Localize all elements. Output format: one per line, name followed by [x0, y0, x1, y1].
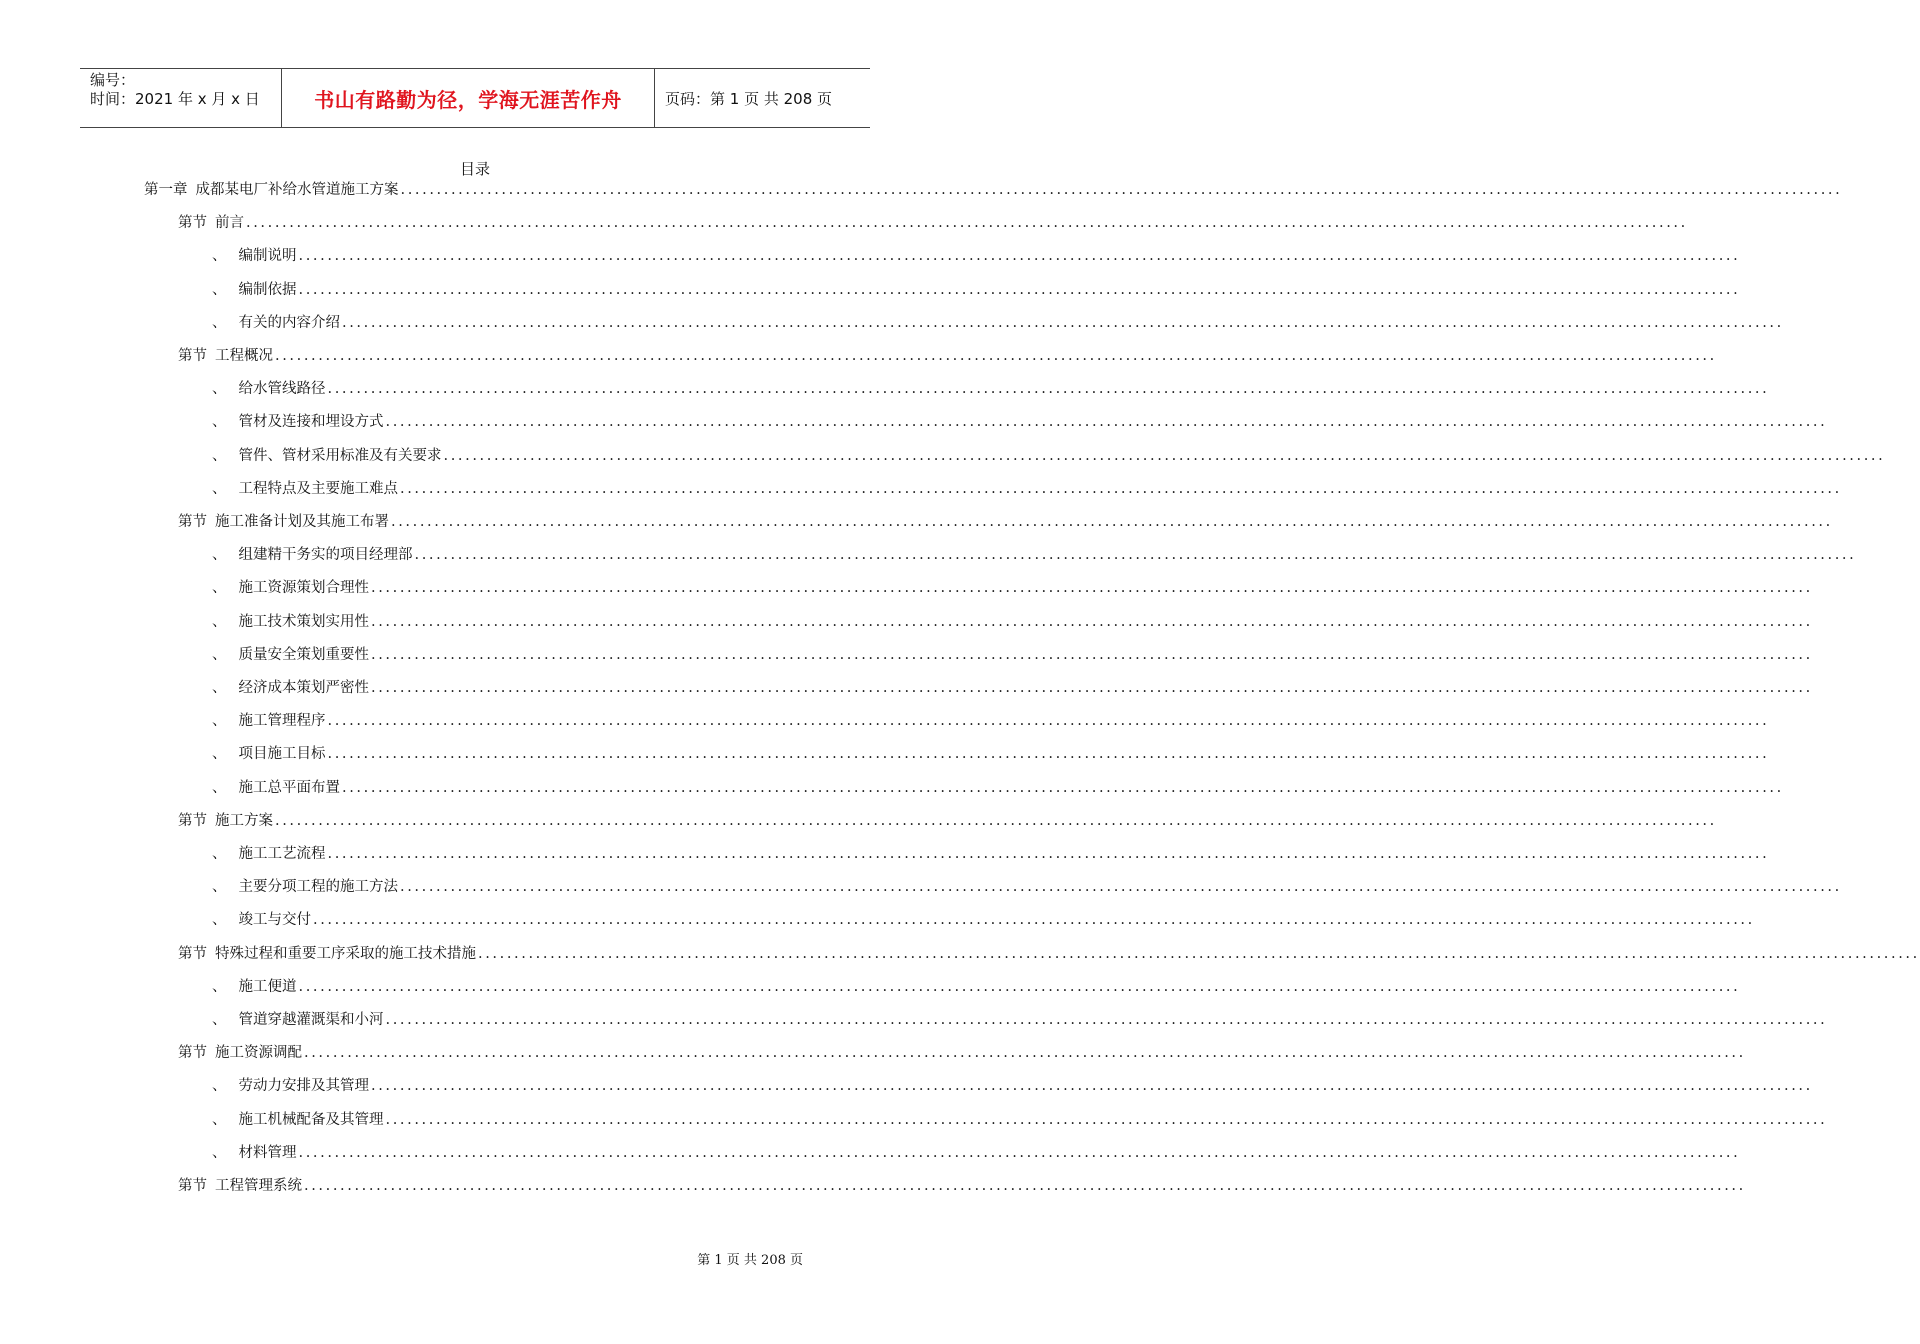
toc-entry-text: 有关的内容介绍 — [238, 314, 340, 331]
toc-entry[interactable] — [212, 975, 1741, 1001]
toc-dot-leader: ........................................................................................................................................................................................................ — [371, 580, 1813, 597]
toc-entry[interactable] — [212, 576, 1813, 602]
page-footer: 第 1 页 共 208 页 — [697, 1253, 803, 1268]
toc-entry[interactable] — [178, 1174, 1746, 1200]
toc-dot-leader: ........................................................................................................................................................................................................ — [275, 348, 1717, 364]
toc-entry-text: 施工工艺流程 — [238, 846, 326, 862]
toc-title: 目录 — [459, 160, 490, 178]
toc-entry-prefix: 、 — [212, 879, 227, 896]
toc-entry[interactable] — [178, 1041, 1746, 1067]
toc-entry[interactable] — [212, 709, 1770, 735]
toc-entry[interactable] — [212, 643, 1813, 669]
toc-entry[interactable] — [212, 842, 1770, 868]
toc-entry-text: 前言 — [215, 215, 244, 232]
toc-entry-text: 劳动力安排及其管理 — [238, 1078, 369, 1095]
toc-dot-leader: ........................................................................................................................................................................................................ — [327, 381, 1770, 398]
toc-entry[interactable] — [212, 244, 1741, 270]
toc-entry[interactable] — [212, 875, 1842, 901]
toc-entry[interactable] — [212, 444, 1886, 470]
toc-entry-text: 施工总平面布置 — [238, 779, 340, 796]
toc-entry-prefix: 、 — [212, 547, 227, 564]
toc-entry-prefix: 、 — [212, 314, 227, 331]
toc-entry-text: 管道穿越灌溉渠和小河 — [238, 1012, 384, 1028]
toc-entry-prefix: 、 — [212, 613, 227, 630]
toc-dot-leader: ........................................................................................................................................................................................................ — [313, 912, 1755, 929]
toc-entry-prefix: 、 — [212, 381, 227, 398]
toc-entry[interactable] — [178, 211, 1688, 237]
toc-entry-text: 特殊过程和重要工序采取的施工技术措施 — [215, 945, 476, 962]
toc-entry-text: 施工方案 — [215, 812, 273, 829]
toc-dot-leader: ........................................................................................................................................................................................................ — [385, 1111, 1828, 1128]
doc-time-label: 时间：2021 年 x 月 x 日 — [90, 90, 260, 108]
toc-dot-leader: ........................................................................................................................................................................................................ — [414, 547, 1857, 564]
toc-entry-text: 施工资源调配 — [215, 1045, 302, 1062]
toc-entry-text: 编制依据 — [238, 281, 297, 298]
toc-entry-text: 施工管理程序 — [238, 713, 326, 730]
toc-entry-prefix: 、 — [212, 414, 227, 431]
doc-number-label: 编号： — [90, 71, 136, 89]
toc-entry-text: 管件、管材采用标准及有关要求 — [238, 447, 442, 464]
toc-entry-text: 施工便道 — [238, 978, 297, 995]
toc-dot-leader: ........................................................................................................................................................................................................ — [342, 314, 1784, 331]
toc-entry[interactable] — [212, 1108, 1828, 1134]
toc-entry-text: 主要分项工程的施工方法 — [238, 879, 398, 896]
toc-entry-prefix: 、 — [212, 779, 227, 796]
toc-entry-text: 施工机械配备及其管理 — [238, 1111, 384, 1128]
toc-entry[interactable] — [212, 311, 1784, 337]
toc-entry-prefix: 、 — [212, 1078, 227, 1095]
toc-entry[interactable] — [212, 278, 1741, 304]
toc-entry-prefix: 、 — [212, 680, 227, 696]
toc-entry-prefix: 第节 — [178, 812, 207, 829]
toc-entry-text: 施工准备计划及其施工布署 — [215, 514, 389, 530]
toc-dot-leader: ........................................................................................................................................................................................................ — [275, 812, 1717, 829]
toc-entry-prefix: 、 — [212, 1111, 227, 1128]
toc-entry-prefix: 第一章 — [144, 182, 188, 198]
toc-dot-leader: ........................................................................................................................................................................................................ — [371, 1078, 1813, 1095]
toc-dot-leader: ........................................................................................................................................................................................................ — [391, 514, 1833, 530]
toc-entry-prefix: 第节 — [178, 1178, 207, 1194]
toc-dot-leader: ........................................................................................................................................................................................................ — [371, 680, 1813, 696]
toc-entry[interactable] — [212, 776, 1784, 802]
toc-dot-leader: ........................................................................................................................................................................................................ — [304, 1045, 1746, 1062]
toc-entry-prefix: 、 — [212, 248, 227, 265]
toc-dot-leader: ........................................................................................................................................................................................................ — [298, 281, 1741, 298]
header-meta — [80, 69, 282, 127]
toc-dot-leader: ........................................................................................................................................................................................................ — [400, 182, 1843, 198]
toc-entry-prefix: 、 — [212, 978, 227, 995]
toc-entry-prefix: 、 — [212, 1144, 227, 1161]
toc-entry[interactable] — [212, 1141, 1741, 1167]
toc-entry-text: 施工资源策划合理性 — [238, 580, 369, 597]
toc-dot-leader: ........................................................................................................................................................................................................ — [298, 248, 1741, 265]
toc-entry[interactable] — [144, 178, 1843, 204]
toc-dot-leader: ........................................................................................................................................................................................................ — [400, 480, 1842, 497]
toc-dot-leader: ........................................................................................................................................................................................................ — [443, 447, 1886, 464]
toc-entry-prefix: 第节 — [178, 215, 207, 232]
toc-dot-leader: ........................................................................................................................................................................................................ — [327, 713, 1770, 730]
toc-entry[interactable] — [212, 1008, 1828, 1034]
toc-entry-text: 施工技术策划实用性 — [238, 613, 369, 630]
toc-entry-prefix: 、 — [212, 846, 227, 862]
toc-entry-text: 编制说明 — [238, 248, 297, 265]
toc-entry-prefix: 第节 — [178, 1045, 207, 1062]
toc-entry[interactable] — [212, 410, 1828, 436]
toc-dot-leader: ........................................................................................................................................................................................................ — [385, 1012, 1828, 1028]
toc-entry-prefix: 、 — [212, 1012, 227, 1028]
toc-dot-leader: ........................................................................................................................................................................................................ — [400, 879, 1842, 896]
toc-entry-text: 给水管线路径 — [238, 381, 326, 398]
toc-dot-leader: ........................................................................................................................................................................................................ — [327, 846, 1770, 862]
toc-entry-prefix: 、 — [212, 580, 227, 597]
toc-dot-leader: ........................................................................................................................................................................................................ — [298, 1144, 1741, 1161]
toc-entry-text: 管材及连接和埋设方式 — [238, 414, 384, 431]
toc-entry-prefix: 第节 — [178, 514, 207, 530]
toc-entry[interactable] — [212, 676, 1813, 702]
header-page-info: 页码：第 1 页 共 208 页 — [665, 89, 833, 108]
toc-entry-text: 工程特点及主要施工难点 — [238, 480, 398, 497]
toc-entry[interactable] — [178, 942, 1920, 968]
toc-dot-leader: ........................................................................................................................................................................................................ — [304, 1178, 1746, 1194]
toc-entry[interactable] — [212, 477, 1842, 503]
toc-entry[interactable] — [212, 1074, 1813, 1100]
toc-dot-leader: ........................................................................................................................................................................................................ — [478, 945, 1920, 962]
toc-entry[interactable] — [212, 377, 1770, 403]
toc-entry[interactable] — [212, 543, 1857, 569]
toc-entry[interactable] — [178, 344, 1717, 370]
toc-entry-text: 成都某电厂补给水管道施工方案 — [195, 182, 399, 198]
toc-entry-text: 经济成本策划严密性 — [238, 680, 369, 696]
toc-entry-prefix: 、 — [212, 646, 227, 663]
toc-entry-prefix: 、 — [212, 912, 227, 929]
toc-entry[interactable] — [178, 510, 1833, 536]
page-header — [80, 68, 870, 128]
toc-dot-leader: ........................................................................................................................................................................................................ — [385, 414, 1828, 431]
toc-entry-text: 组建精干务实的项目经理部 — [238, 547, 413, 564]
toc-entry-text: 竣工与交付 — [238, 912, 311, 929]
toc-entry-text: 质量安全策划重要性 — [238, 646, 369, 663]
toc-entry-prefix: 第节 — [178, 348, 207, 364]
toc-dot-leader: ........................................................................................................................................................................................................ — [371, 646, 1813, 663]
toc-entry-prefix: 、 — [212, 447, 227, 464]
toc-entry-prefix: 、 — [212, 746, 227, 763]
toc-entry[interactable] — [212, 742, 1770, 768]
toc-dot-leader: ........................................................................................................................................................................................................ — [298, 978, 1741, 995]
toc-entry-text: 工程概况 — [215, 348, 273, 364]
toc-entry-text: 工程管理系统 — [215, 1178, 302, 1194]
toc-entry-text: 项目施工目标 — [238, 746, 326, 763]
toc-entry-text: 材料管理 — [238, 1144, 297, 1161]
toc-dot-leader: ........................................................................................................................................................................................................ — [327, 746, 1770, 763]
toc-entry-prefix: 第节 — [178, 945, 207, 962]
toc-entry[interactable] — [178, 809, 1717, 835]
toc-dot-leader: ........................................................................................................................................................................................................ — [246, 215, 1688, 232]
header-motto: 书山有路勤为径，学海无涯苦作舟 — [282, 69, 655, 127]
toc-entry-prefix: 、 — [212, 281, 227, 298]
toc-entry-prefix: 、 — [212, 480, 227, 497]
toc-dot-leader: ........................................................................................................................................................................................................ — [371, 613, 1813, 630]
toc-entry-prefix: 、 — [212, 713, 227, 730]
toc-entry[interactable] — [212, 610, 1813, 636]
toc-dot-leader: ........................................................................................................................................................................................................ — [342, 779, 1784, 796]
toc-entry[interactable] — [212, 908, 1755, 934]
